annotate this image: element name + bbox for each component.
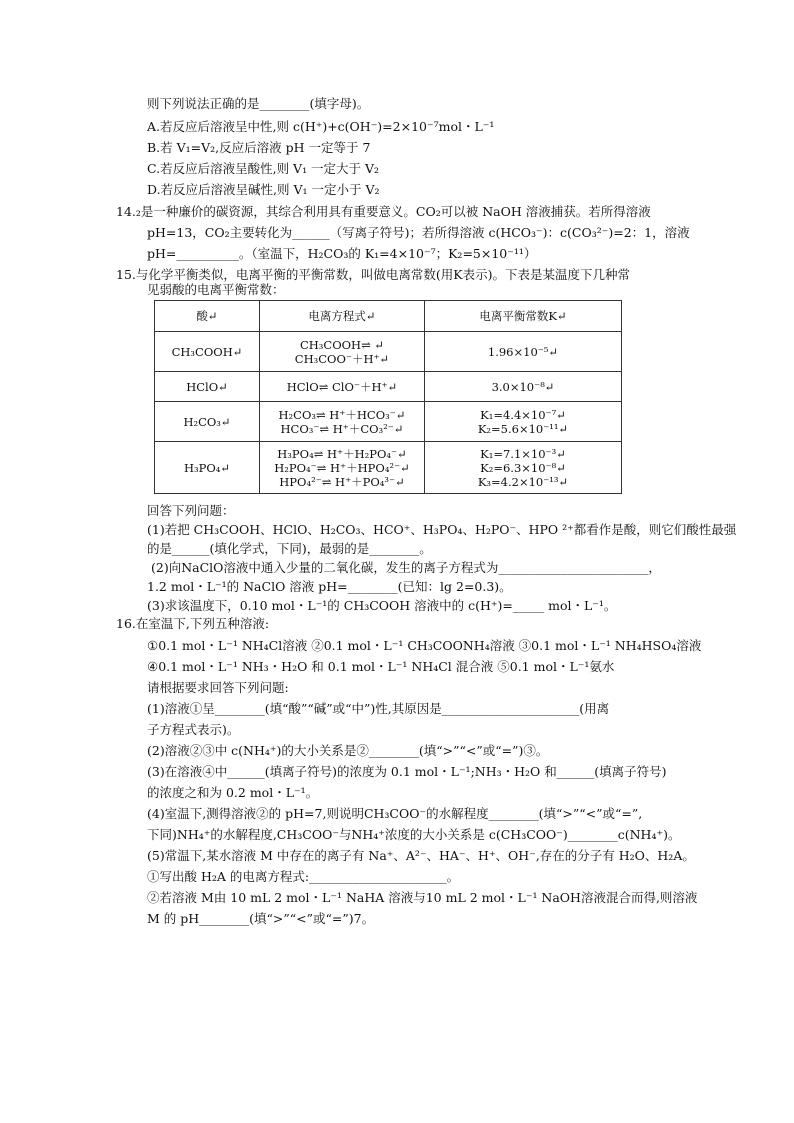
q16-solutions-line1: ①0.1 mol・L⁻¹ NH₄Cl溶液 ②0.1 mol・L⁻¹ CH₃COONH₄溶液 ③0.1 mol・L⁻¹ NH₄HSO₄溶液	[147, 638, 702, 653]
table-cell-constant: 1.96×10⁻⁵↵	[425, 332, 622, 372]
constant-line: K₂=6.3×10⁻⁸↵	[480, 460, 566, 475]
q15-answer-intro: 回答下列问题：	[147, 503, 235, 518]
table-cell-acid: HClO↵	[155, 372, 260, 402]
q16-part3-line1: (3)在溶液④中______(填离子符号)的浓度为 0.1 mol・L⁻¹;NH₃・H₂O 和______(填离子符号)	[147, 764, 667, 779]
q16-part5-item2-line2: M 的 pH________(填“>”“<”或“=”)7。	[147, 911, 375, 926]
table-cell-equation: HClO⇌ ClO⁻＋H⁺↵	[260, 372, 425, 402]
constant-line: K₁=7.1×10⁻³↵	[480, 446, 566, 461]
q16-part4-line1: (4)室温下,测得溶液②的 pH=7,则说明CH₃COO⁻的水解程度________(填“>”“<”或“=”,	[147, 806, 643, 821]
equation-line: H₃PO₄⇌ H⁺＋H₂PO₄⁻↵	[277, 446, 407, 461]
table-row	[155, 372, 622, 402]
equation-line: HCO₃⁻⇌ H⁺＋CO₃²⁻↵	[280, 421, 404, 436]
table-cell-constant	[425, 402, 622, 442]
equation-line: CH₃COOH⇌ ↵	[299, 337, 385, 352]
q16-solutions-line2: ④0.1 mol・L⁻¹ NH₃・H₂O 和 0.1 mol・L⁻¹ NH₄Cl 混合液 ⑤0.1 mol・L⁻¹氨水	[147, 659, 615, 674]
equation-line: CH₃COO⁻＋H⁺↵	[294, 351, 390, 366]
q13-intro: 则下列说法正确的是________(填字母)。	[147, 96, 370, 111]
constant-line: K₃=4.2×10⁻¹³↵	[477, 474, 569, 489]
q14-line1: 14.₂是一种廉价的碳资源，其综合利用具有重要意义。CO₂可以被 NaOH 溶液捕获。若所得溶液	[116, 204, 651, 219]
table-row	[155, 402, 622, 442]
constant-line: K₁=4.4×10⁻⁷↵	[480, 407, 566, 422]
q15-line1: 15.与化学平衡类似，电离平衡的平衡常数，叫做电离常数(用K表示)。下表是某温度下几种常	[116, 267, 630, 282]
table-cell-acid: H₃PO₄↵	[155, 442, 260, 494]
q15-part2-line1: (2)向NaClO溶液中通入少量的二氧化碳，发生的离子方程式为________________________，	[151, 560, 661, 575]
q16-part3-line2: 的浓度之和为 0.2 mol・L⁻¹。	[147, 785, 319, 800]
table-row	[155, 442, 622, 494]
q13-option-d: D.若反应后溶液呈碱性,则 V₁ 一定小于 V₂	[147, 182, 380, 197]
table-row	[155, 332, 622, 372]
q16-request: 请根据要求回答下列问题:	[147, 680, 289, 695]
q16-part5-item2-line1: ②若溶液 M由 10 mL 2 mol・L⁻¹ NaHA 溶液与10 mL 2 mol・L⁻¹ NaOH溶液混合而得,则溶液	[147, 890, 698, 905]
q16-part2: (2)溶液②③中 c(NH₄⁺)的大小关系是②________(填“>”“<”或“=”)③。	[147, 743, 549, 758]
q16-title: 16.在室温下,下列五种溶液:	[116, 616, 270, 631]
q16-part4-line2: 下同)NH₄⁺的水解程度,CH₃COO⁻与NH₄⁺浓度的大小关系是 c(CH₃COO⁻)________c(NH₄⁺)。	[147, 827, 681, 842]
table-cell-constant: 3.0×10⁻⁸↵	[425, 372, 622, 402]
q13-option-b: B.若 V₁=V₂,反应后溶液 pH 一定等于 7	[147, 140, 371, 155]
q16-part1-line1: (1)溶液①呈________(填“酸”“碱”或“中”)性,其原因是______________________(用离	[147, 701, 610, 716]
table-cell-constant	[425, 442, 622, 494]
q14-line2: pH=13，CO₂主要转化为______（写离子符号)；若所得溶液 c(HCO₃⁻)：c(CO₃²⁻)=2：1，溶液	[147, 225, 690, 240]
ionization-constant-table	[154, 300, 622, 494]
table-header-constant: 电离平衡常数K↵	[425, 301, 622, 332]
table-cell-equation	[260, 402, 425, 442]
q15-part1-line2: 的是______(填化学式，下同)，最弱的是________。	[147, 541, 432, 556]
q15-part2-line2: 1.2 mol・L⁻¹的 NaClO 溶液 pH=________(已知：lg 2=0.3)。	[147, 579, 512, 594]
q15-part3: (3)求该温度下，0.10 mol・L⁻¹的 CH₃COOH 溶液中的 c(H⁺)=_____ mol・L⁻¹。	[147, 598, 617, 613]
table-header-equation: 电离方程式↵	[260, 301, 425, 332]
table-cell-acid: CH₃COOH↵	[155, 332, 260, 372]
q16-part1-line2: 子方程式表示)。	[147, 722, 240, 737]
q16-part5: (5)常温下,某水溶液 M 中存在的离子有 Na⁺、A²⁻、HA⁻、H⁺、OH⁻,存在的分子有 H₂O、H₂A。	[147, 848, 695, 863]
equation-line: H₂CO₃⇌ H⁺＋HCO₃⁻↵	[278, 407, 406, 422]
table-header-row	[155, 301, 622, 332]
table-header-acid: 酸↵	[155, 301, 260, 332]
q15-line2: 见弱酸的电离平衡常数：	[147, 282, 285, 297]
table-cell-equation	[260, 332, 425, 372]
table-cell-equation	[260, 442, 425, 494]
equation-line: H₂PO₄⁻⇌ H⁺＋HPO₄²⁻↵	[274, 460, 410, 475]
q15-part1-line1: (1)若把 CH₃COOH、HClO、H₂CO₃、HCO⁺、H₃PO₄、H₂PO⁻、HPO ²⁺都看作是酸，则它们酸性最强	[147, 522, 737, 537]
equation-line: HPO₄²⁻⇌ H⁺＋PO₄³⁻↵	[279, 474, 405, 489]
constant-line: K₂=5.6×10⁻¹¹↵	[477, 421, 569, 436]
q13-option-a: A.若反应后溶液呈中性,则 c(H⁺)+c(OH⁻)=2×10⁻⁷mol・L⁻¹	[147, 119, 495, 134]
q13-option-c: C.若反应后溶液呈酸性,则 V₁ 一定大于 V₂	[147, 161, 380, 176]
q16-part5-item1: ①写出酸 H₂A 的电离方程式:______________________。	[147, 869, 460, 884]
q14-line3: pH=__________。（室温下，H₂CO₃的 K₁=4×10⁻⁷；K₂=5×10⁻¹¹）	[147, 246, 537, 261]
table-cell-acid: H₂CO₃↵	[155, 402, 260, 442]
